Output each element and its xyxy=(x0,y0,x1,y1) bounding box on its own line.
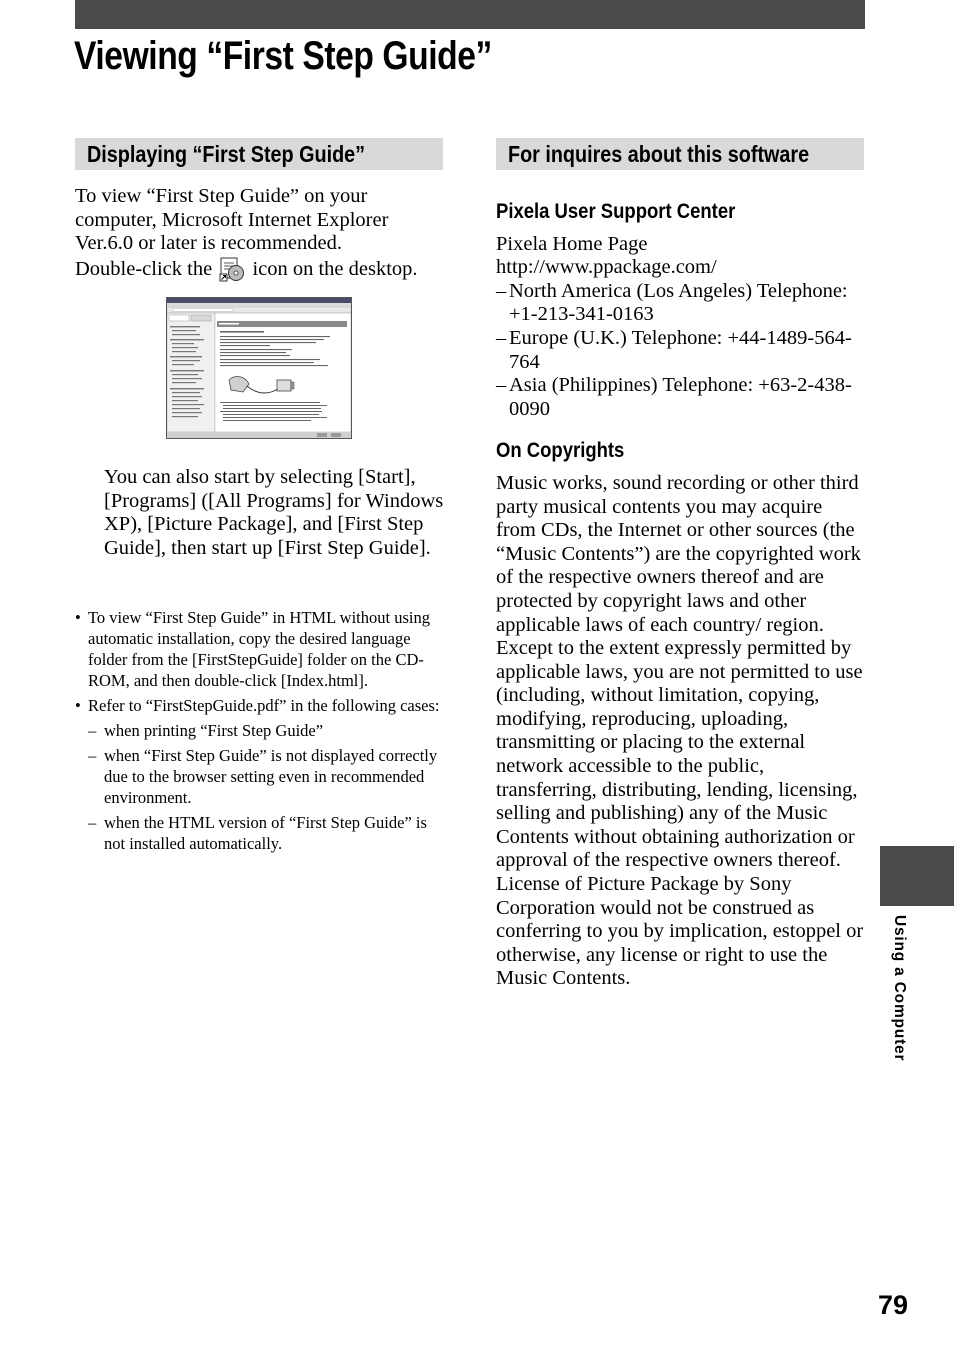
phone-north-america xyxy=(496,280,866,327)
chapter-label xyxy=(884,915,908,1075)
phone-asia xyxy=(496,374,866,421)
intro-line xyxy=(75,256,455,282)
intro-line: Ver.6.0 or later is recommended. xyxy=(75,232,342,255)
intro-line: computer, Microsoft Internet Explorer xyxy=(75,208,389,231)
case-text: when printing “First Step Guide” xyxy=(104,721,324,740)
page-title: Viewing “First Step Guide” xyxy=(74,34,492,78)
section-heading-inquiries xyxy=(496,138,864,170)
case-text: when “First Step Guide” is not displayed correctly due to the browser setting even in recommended environment. xyxy=(104,746,438,807)
dash-mark: – xyxy=(496,326,507,349)
case-item xyxy=(75,812,445,854)
section-heading-displaying xyxy=(75,138,443,170)
section-heading-text: Displaying “First Step Guide” xyxy=(87,141,366,167)
copyrights-heading-text: On Copyrights xyxy=(496,439,625,463)
dash-mark: – xyxy=(88,721,97,740)
phone-europe xyxy=(496,327,866,374)
phone-text: Europe (U.K.) Telephone: +44-1489-564-764 xyxy=(509,326,852,373)
dash-mark: – xyxy=(88,813,97,832)
case-item xyxy=(75,720,445,741)
first-step-guide-desktop-icon xyxy=(219,256,245,282)
notes-list xyxy=(75,607,445,858)
first-step-guide-browser-window xyxy=(166,297,352,439)
page-number: 79 xyxy=(877,1290,908,1320)
dash-mark: – xyxy=(496,279,507,302)
copyrights-heading xyxy=(496,439,866,463)
case-text: when the HTML version of “First Step Guide” is not installed automatically. xyxy=(104,813,427,853)
case-item xyxy=(75,745,445,808)
intro-line-start: Double-click the xyxy=(75,257,213,280)
note-item: • To view “First Step Guide” in HTML without using automatic installation, copy the desired language folder from the [FirstStepGuide] folder on the CD-ROM, and then double-click [Index.html]. xyxy=(75,607,445,691)
phone-text: Asia (Philippines) Telephone: +63-2-438-0090 xyxy=(509,374,852,420)
support-center-heading xyxy=(496,200,866,224)
inquiries-column xyxy=(496,200,866,991)
dash-mark: – xyxy=(496,374,507,397)
copyrights-paragraph: Music works, sound recording or other third party musical contents you may acquire from CDs, the Internet or other sources (the “Music Contents”) are the copyrighted work of the respective owners thereof and are protected by copyright laws and other applicable laws of each country/ region. Except to the extent expressly permitted by applicable laws, you are not permitted to use (including, without limitation, copying, modifying, reproducing, uploading, transmitting or placing to the external network accessible to the public, transferring, distributing, lending, licensing, selling and publishing) any of the Music Contents without obtaining authorization or approval of the respective owners thereof. License of Picture Package by Sony Corporation would not be construed as conferring to you by implication, estoppel or otherwise, any license or right to use the Music Contents. xyxy=(496,471,864,990)
intro-paragraph xyxy=(75,185,455,282)
chapter-tab xyxy=(880,846,954,906)
support-center-heading-text: Pixela User Support Center xyxy=(496,200,736,223)
home-page-label: Pixela Home Page xyxy=(496,232,648,255)
alternative-start-instructions: You can also start by selecting [Start], [Programs] ([All Programs] for Windows XP), [Picture Package], and [First Step Guide], then start up [First Step Guide]. xyxy=(104,466,444,559)
intro-line: To view “First Step Guide” on your xyxy=(75,185,368,207)
home-page-url: http://www.ppackage.com/ xyxy=(496,256,717,279)
dash-mark: – xyxy=(88,746,97,765)
browser-screenshot-illustration xyxy=(167,298,351,438)
header-bar xyxy=(75,0,865,29)
phone-text: North America (Los Angeles) Telephone: +1-213-341-0163 xyxy=(509,279,848,326)
section-heading-text: For inquires about this software xyxy=(508,141,810,167)
intro-line-end: icon on the desktop. xyxy=(252,257,418,280)
note-item: • Refer to “FirstStepGuide.pdf” in the following cases: xyxy=(75,695,445,716)
chapter-label-text: Using a Computer xyxy=(891,915,908,1062)
